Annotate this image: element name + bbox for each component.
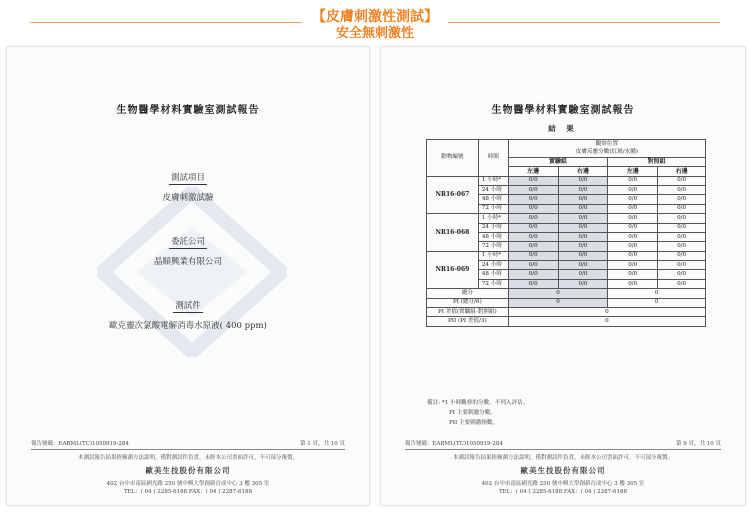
time-cell: 24 小時 bbox=[478, 261, 508, 270]
test-left-cell: 0/0 bbox=[508, 195, 558, 204]
control-left-cell: 0/0 bbox=[608, 232, 658, 241]
test-right-cell: 0/0 bbox=[558, 204, 608, 213]
header-test-group: 實驗組 bbox=[508, 157, 608, 166]
test-left-cell: 0/0 bbox=[508, 232, 558, 241]
pii-label: PII (PI 差值/3) bbox=[427, 317, 509, 326]
test-left-cell: 0/0 bbox=[508, 251, 558, 260]
test-right-cell: 0/0 bbox=[558, 251, 608, 260]
table-notes bbox=[427, 398, 528, 428]
test-right-cell: 0/0 bbox=[558, 232, 608, 241]
animal-id-cell: NR16-068 bbox=[427, 214, 479, 252]
cover-page-title: 生物醫學材料實驗室測試報告 bbox=[116, 105, 260, 116]
test-left-cell: 0/0 bbox=[508, 176, 558, 185]
sample-label: 測試件 bbox=[175, 301, 201, 311]
test-left-cell: 0/0 bbox=[508, 261, 558, 270]
header-test-left: 左邊 bbox=[508, 167, 558, 176]
note-1: 備註: *1 小時觀察的分數，不列入評估。 bbox=[427, 400, 529, 406]
test-right-cell: 0/0 bbox=[558, 261, 608, 270]
animal-id-cell: NR16-069 bbox=[427, 251, 479, 289]
header-test-right: 右邊 bbox=[558, 167, 608, 176]
test-right-cell: 0/0 bbox=[558, 279, 608, 288]
time-cell: 48 小時 bbox=[478, 232, 508, 241]
header-time: 時間 bbox=[478, 140, 508, 177]
header-observation-site: 觀察位置 bbox=[508, 140, 705, 149]
time-cell: 48 小時 bbox=[478, 195, 508, 204]
control-left-cell: 0/0 bbox=[608, 279, 658, 288]
total-label: 總分 bbox=[427, 289, 509, 298]
banner-subtitle: 安全無刺激性 bbox=[335, 26, 414, 41]
pi-test-value: 0 bbox=[508, 298, 608, 307]
test-right-cell: 0/0 bbox=[558, 176, 608, 185]
header-control-group: 對照組 bbox=[608, 157, 706, 166]
pi-diff-value: 0 bbox=[508, 308, 705, 317]
pi-control-value: 0 bbox=[608, 298, 706, 307]
time-cell: 24 小時 bbox=[478, 185, 508, 194]
header-animal-id: 動物編號 bbox=[427, 140, 479, 177]
time-cell: 48 小時 bbox=[478, 270, 508, 279]
control-left-cell: 0/0 bbox=[608, 270, 658, 279]
time-cell: 1 小時* bbox=[478, 214, 508, 223]
pi-diff-row bbox=[427, 308, 706, 317]
pii-row bbox=[427, 317, 706, 326]
time-cell: 1 小時* bbox=[478, 176, 508, 185]
control-left-cell: 0/0 bbox=[608, 176, 658, 185]
report-results-page bbox=[380, 46, 746, 506]
page-number: 第 1 頁，共 10 頁 bbox=[300, 441, 345, 447]
test-item-value: 皮膚刺激試驗 bbox=[162, 193, 214, 203]
control-right-cell: 0/0 bbox=[658, 270, 706, 279]
control-left-cell: 0/0 bbox=[608, 242, 658, 251]
note-2: PI 主要刺激分數。 bbox=[449, 410, 496, 416]
header-control-left: 左邊 bbox=[608, 167, 658, 176]
test-right-cell: 0/0 bbox=[558, 270, 608, 279]
client-section bbox=[7, 235, 369, 267]
control-right-cell: 0/0 bbox=[658, 185, 706, 194]
pi-diff-label: PI 差值(實驗組-對照組) bbox=[427, 308, 509, 317]
test-left-cell: 0/0 bbox=[508, 214, 558, 223]
control-left-cell: 0/0 bbox=[608, 223, 658, 232]
results-page-footer bbox=[405, 439, 721, 495]
test-right-cell: 0/0 bbox=[558, 242, 608, 251]
control-left-cell: 0/0 bbox=[608, 204, 658, 213]
total-row bbox=[427, 289, 706, 298]
test-left-cell: 0/0 bbox=[508, 185, 558, 194]
test-item-label: 測試項目 bbox=[170, 173, 205, 183]
company-contact: TEL：( 04 ) 2285-6188 FAX：( 04 ) 2287-6188 bbox=[123, 489, 253, 495]
control-right-cell: 0/0 bbox=[658, 214, 706, 223]
test-left-cell: 0/0 bbox=[508, 242, 558, 251]
control-right-cell: 0/0 bbox=[658, 176, 706, 185]
footer-disclaimer: 本測試報告結果經檢測方法說明，僅對測試件負責，未經本公司書面許可，不可部分複製。 bbox=[77, 455, 298, 461]
page-number: 第 9 頁，共 10 頁 bbox=[676, 441, 721, 447]
company-address: 402 台中市南區國光路 250 號中興大學創新育成中心 3 樓 305 室 bbox=[481, 481, 645, 487]
footer-rule bbox=[31, 449, 345, 450]
control-right-cell: 0/0 bbox=[658, 251, 706, 260]
control-right-cell: 0/0 bbox=[658, 232, 706, 241]
sample-value: 歐克靈次氯酸電解消毒水原液( 400 ppm) bbox=[109, 321, 267, 331]
control-right-cell: 0/0 bbox=[658, 261, 706, 270]
report-number: 報告號碼：EABML(TC)1050919-284 bbox=[31, 441, 129, 447]
time-cell: 72 小時 bbox=[478, 242, 508, 251]
control-right-cell: 0/0 bbox=[658, 204, 706, 213]
sample-section bbox=[7, 299, 369, 331]
control-left-cell: 0/0 bbox=[608, 251, 658, 260]
banner-title: 【皮膚刺激性測試】 bbox=[312, 9, 438, 25]
footer-rule bbox=[405, 449, 721, 450]
header-score: 皮膚反應分數(紅斑/水腫) bbox=[508, 148, 705, 157]
time-cell: 72 小時 bbox=[478, 204, 508, 213]
footer-disclaimer: 本測試報告結果經檢測方法說明，僅對測試件負責，未經本公司書面許可，不可部分複製。 bbox=[452, 455, 673, 461]
client-value: 晶順興業有限公司 bbox=[153, 257, 222, 267]
control-right-cell: 0/0 bbox=[658, 242, 706, 251]
control-left-cell: 0/0 bbox=[608, 214, 658, 223]
table-row bbox=[427, 251, 706, 260]
results-page-title: 生物醫學材料實驗室測試報告 bbox=[491, 105, 635, 116]
total-control-value: 0 bbox=[608, 289, 706, 298]
control-left-cell: 0/0 bbox=[608, 261, 658, 270]
report-cover-page bbox=[6, 46, 370, 506]
report-number: 報告號碼：EABML(TC)1050919-284 bbox=[405, 441, 503, 447]
company-name: 歐美生技股份有限公司 bbox=[145, 466, 231, 475]
header-banner bbox=[0, 0, 750, 40]
pii-value: 0 bbox=[508, 317, 705, 326]
cover-page-footer bbox=[31, 439, 345, 495]
control-right-cell: 0/0 bbox=[658, 279, 706, 288]
results-table bbox=[426, 139, 706, 327]
test-item-section bbox=[7, 171, 369, 203]
pi-row bbox=[427, 298, 706, 307]
test-right-cell: 0/0 bbox=[558, 214, 608, 223]
time-cell: 24 小時 bbox=[478, 223, 508, 232]
watermark-logo-icon bbox=[97, 187, 287, 357]
header-control-right: 右邊 bbox=[658, 167, 706, 176]
time-cell: 72 小時 bbox=[478, 279, 508, 288]
control-left-cell: 0/0 bbox=[608, 185, 658, 194]
test-right-cell: 0/0 bbox=[558, 185, 608, 194]
control-right-cell: 0/0 bbox=[658, 195, 706, 204]
company-contact: TEL：( 04 ) 2285-6188 FAX：( 04 ) 2287-6188 bbox=[498, 489, 628, 495]
test-left-cell: 0/0 bbox=[508, 204, 558, 213]
company-address: 402 台中市南區國光路 250 號中興大學創新育成中心 3 樓 305 室 bbox=[106, 481, 270, 487]
note-3: PII 主要刺激指數。 bbox=[449, 420, 499, 426]
control-left-cell: 0/0 bbox=[608, 195, 658, 204]
total-test-value: 0 bbox=[508, 289, 608, 298]
test-right-cell: 0/0 bbox=[558, 195, 608, 204]
test-left-cell: 0/0 bbox=[508, 279, 558, 288]
control-right-cell: 0/0 bbox=[658, 223, 706, 232]
company-name: 歐美生技股份有限公司 bbox=[520, 466, 606, 475]
client-label: 委託公司 bbox=[170, 237, 205, 247]
pi-label: PI (總分/6) bbox=[427, 298, 509, 307]
results-heading: 結 果 bbox=[548, 124, 578, 133]
time-cell: 1 小時* bbox=[478, 251, 508, 260]
table-row bbox=[427, 176, 706, 185]
test-right-cell: 0/0 bbox=[558, 223, 608, 232]
test-left-cell: 0/0 bbox=[508, 223, 558, 232]
animal-id-cell: NR16-067 bbox=[427, 176, 479, 214]
table-row bbox=[427, 214, 706, 223]
test-left-cell: 0/0 bbox=[508, 270, 558, 279]
